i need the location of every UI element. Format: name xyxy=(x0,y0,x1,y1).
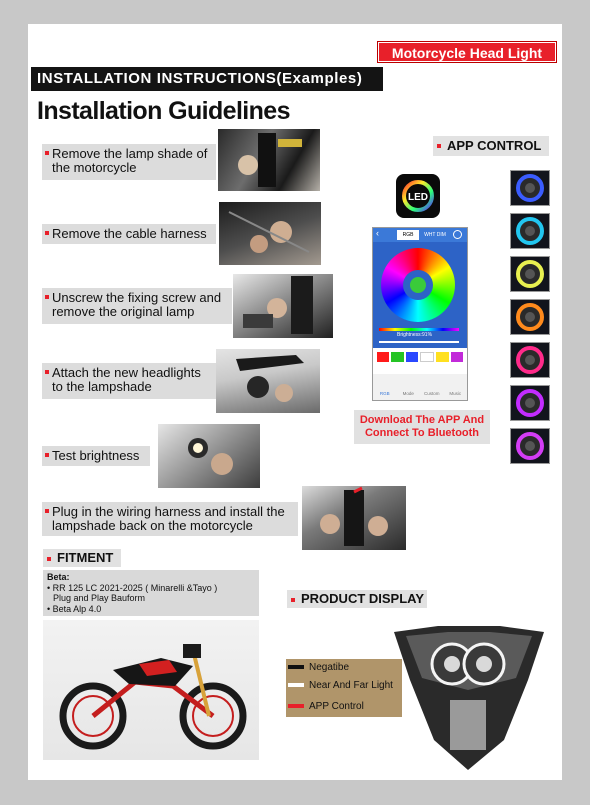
step-6-label: Plug in the wiring harness and install the lampshade back on the motorcycle xyxy=(42,502,298,536)
brightness-label: Brightness:91% xyxy=(397,332,433,338)
step-1-illustration xyxy=(218,129,320,191)
brightness-slider xyxy=(379,341,459,343)
fitment-box xyxy=(43,570,259,616)
step-3-illustration xyxy=(233,274,333,338)
headlight-product-photo xyxy=(388,620,550,780)
phone-bottom-nav xyxy=(373,374,467,400)
ring-thumbnail xyxy=(510,256,550,292)
color-swatches xyxy=(377,352,463,362)
product-display-heading: PRODUCT DISPLAY xyxy=(287,590,427,608)
instructions-banner: INSTALLATION INSTRUCTIONS(Examples) xyxy=(31,67,383,91)
ring-thumbnail xyxy=(510,342,550,378)
step-4-label: Attach the new headlights to the lampshade xyxy=(42,363,216,399)
phone-app-screenshot xyxy=(372,227,468,401)
color-wheel xyxy=(381,248,455,322)
fitment-brand: Beta: xyxy=(47,572,70,582)
step-6-photo xyxy=(302,486,406,550)
wire-legend xyxy=(286,659,402,717)
swatch-red xyxy=(377,352,389,362)
download-app-note: Download The APP And Connect To Bluetooth xyxy=(354,410,490,444)
swatch-green xyxy=(391,352,403,362)
selected-color-dot xyxy=(410,277,426,293)
step-2-illustration xyxy=(219,202,321,265)
swatch-purple xyxy=(451,352,463,362)
step-5-illustration xyxy=(158,424,260,488)
phone-tab-rgb: RGB xyxy=(397,230,419,240)
ring-thumbnail xyxy=(510,213,550,249)
legend-row-app: APP Control xyxy=(288,700,364,713)
step-6-illustration xyxy=(302,486,406,550)
fitment-model-1: • RR 125 LC 2021-2025 ( Minarelli &Tayo ) xyxy=(47,582,218,593)
ring-thumbnail xyxy=(510,170,550,206)
step-2-label: Remove the cable harness xyxy=(42,224,216,244)
ring-thumbnail xyxy=(510,299,550,335)
step-3-label: Unscrew the fixing screw and remove the original lamp xyxy=(42,288,232,324)
led-ring-icon xyxy=(396,174,440,218)
fitment-heading: FITMENT xyxy=(43,549,121,567)
category-tag: Motorcycle Head Light xyxy=(378,42,556,62)
swatch-white xyxy=(420,352,434,362)
fitment-model-note: Plug and Play Bauform xyxy=(53,593,146,603)
app-icon-text: LED xyxy=(408,192,428,203)
headlight-illustration xyxy=(388,620,550,780)
swatch-blue xyxy=(406,352,418,362)
legend-swatch-red xyxy=(288,704,304,708)
step-1-photo xyxy=(218,129,320,191)
app-control-heading: APP CONTROL xyxy=(433,136,549,156)
nav-mode: Mode xyxy=(402,391,414,396)
legend-row-negative: Negatibe xyxy=(288,661,349,674)
phone-tab-wht: WHT DIM xyxy=(424,232,446,238)
phone-color-panel xyxy=(373,242,467,348)
back-chevron-icon: ‹ xyxy=(376,228,379,238)
power-icon xyxy=(453,230,462,239)
phone-top-bar xyxy=(373,228,467,242)
legend-row-light: Near And Far Light xyxy=(288,679,393,692)
step-5-label: Test brightness xyxy=(42,446,150,466)
step-1-label: Remove the lamp shade of the motorcycle xyxy=(42,144,216,180)
hue-slider xyxy=(379,328,459,331)
step-4-photo xyxy=(216,349,320,413)
ring-thumbnail xyxy=(510,385,550,421)
page-title: Installation Guidelines xyxy=(37,97,290,125)
swatch-yellow xyxy=(436,352,448,362)
legend-swatch-white xyxy=(288,683,304,687)
nav-rgb: RGB xyxy=(379,391,390,396)
legend-swatch-black xyxy=(288,665,304,669)
step-3-photo xyxy=(233,274,333,338)
led-app-icon xyxy=(396,174,440,218)
nav-music: Music xyxy=(449,391,462,396)
fitment-model-2: • Beta Alp 4.0 xyxy=(47,603,102,614)
step-5-photo xyxy=(158,424,260,488)
nav-custom: Custom xyxy=(423,391,440,396)
step-2-photo xyxy=(219,202,321,265)
motorcycle-illustration xyxy=(43,620,259,760)
motorcycle-photo xyxy=(43,620,259,760)
step-4-illustration xyxy=(216,349,320,413)
ring-thumbnail xyxy=(510,428,550,464)
